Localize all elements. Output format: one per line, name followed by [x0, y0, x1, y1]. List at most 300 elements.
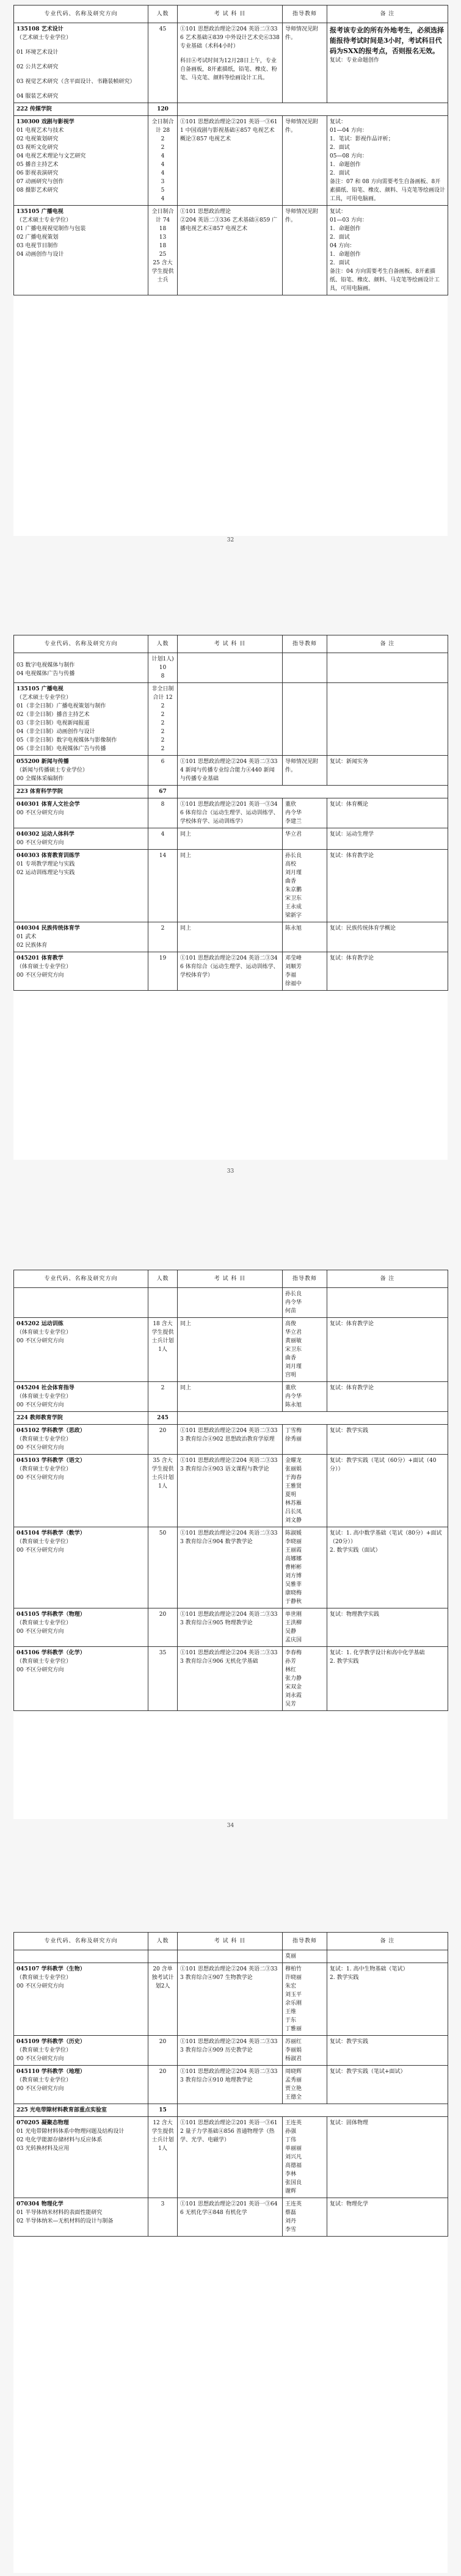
note-cell	[327, 653, 448, 683]
tutor-name: 冉令华	[285, 1300, 302, 1306]
major-line: 04 电视媒体广告与传播	[16, 671, 75, 677]
note-cell	[327, 1425, 448, 1455]
header-exam-subjects: 考 试 科 目	[178, 1270, 283, 1288]
tutor-name: 李福	[285, 972, 297, 979]
major-line: 03（非全日制）电视新闻报道	[16, 720, 90, 726]
major-line	[16, 42, 145, 48]
exam-line: ①101 思想政治理论	[180, 209, 231, 215]
count-cell	[148, 1647, 178, 1711]
count-cell	[148, 1425, 178, 1455]
header-tutor: 指导教师	[283, 635, 327, 653]
note-line	[330, 655, 445, 661]
table-row	[14, 1288, 448, 1318]
note-cell	[327, 2066, 448, 2104]
major-cell	[14, 1318, 148, 1382]
note-cell	[327, 756, 448, 786]
header-count: 人数	[148, 5, 178, 23]
department-row	[14, 2104, 448, 2117]
major-line: 02 运动训练理论与实践	[16, 870, 75, 876]
tutor-name	[285, 655, 324, 661]
department-row	[14, 103, 448, 116]
note-cell	[327, 1963, 448, 2036]
exam-cell	[178, 2198, 283, 2237]
exam-line: 同上	[180, 1385, 192, 1391]
tutor-name: 于东	[285, 2017, 297, 2024]
major-line: （体育硕士专业学位）	[16, 964, 72, 970]
major-line: 03 电视节目制作	[16, 243, 59, 249]
table-row	[14, 1382, 448, 1412]
exam-line: ①101 思想政治理论②201 英语一③346 体育综合（运动生理学、运动训练学、学校体育学、运动训练学）	[180, 801, 279, 825]
header-tutor: 指导教师	[283, 5, 327, 23]
tutor-name: 华立君	[285, 831, 302, 838]
count-line	[151, 1952, 175, 1958]
note-line: 复试：体育教学论	[330, 955, 374, 961]
note-line: 复试：教学实践（笔试（60分）+面试（40分））	[330, 1458, 437, 1472]
tutor-name: 苏丽红	[285, 2039, 302, 2045]
tutor-name: 高娜娜	[285, 1556, 302, 1562]
exam-cell	[178, 1950, 283, 1963]
major-line: 130300 戏剧与影视学	[16, 119, 74, 125]
note-line	[330, 685, 445, 691]
tutor-cell	[283, 1455, 327, 1527]
count-cell	[148, 2066, 178, 2104]
count-cell	[148, 206, 178, 295]
major-cell	[14, 1608, 148, 1647]
note-line: 复试：教学实践	[330, 2039, 369, 2045]
major-cell	[14, 828, 148, 850]
tutor-name: 邓莹峰	[285, 955, 302, 961]
count-line: 19	[159, 955, 167, 961]
count-cell	[148, 828, 178, 850]
major-line: 07 动画研究与创作	[16, 179, 64, 185]
exam-cell	[178, 952, 283, 991]
note-line: 报考该专业的所有外地考生，必须选择能报待考试时间是3小时，考试科目代码为SXX的报考点，否则报名无效。	[330, 26, 444, 55]
table-row	[14, 116, 448, 206]
tutor-name: 李晓丽	[285, 1539, 302, 1545]
major-line: （艺术硕士专业学位）	[16, 695, 72, 701]
major-line	[16, 1952, 145, 1958]
major-cell	[14, 2198, 148, 2237]
tutor-name	[285, 685, 324, 691]
note-cell	[327, 1527, 448, 1608]
note-line: 复试：	[330, 119, 347, 125]
note-line: 05—08 方向：	[330, 153, 368, 159]
exam-line: 同上	[180, 925, 192, 932]
count-line: 2	[161, 1385, 165, 1391]
major-line: （教育硕士专业学位）	[16, 2047, 72, 2053]
tutor-name: 金耀龙	[285, 1458, 302, 1464]
table-row	[14, 2198, 448, 2237]
note-cell	[327, 798, 448, 828]
tutor-name: 莫丽	[285, 1953, 297, 1959]
department-total	[148, 786, 178, 798]
exam-line: 同上	[180, 1321, 192, 1327]
tutor-name: 于静秋	[285, 1599, 302, 1605]
table-row	[14, 756, 448, 786]
exam-line: ①101 思想政治理论②204 英语二③333 教育综合④906 无机化学基础	[180, 1650, 278, 1665]
major-line: 01 环境艺术设计	[16, 49, 59, 56]
note-line: 复试：固体物理	[330, 2120, 369, 2126]
count-cell	[148, 756, 178, 786]
note-line: 复试：1. 高中数学基础（笔试（80分）+面试（20分））	[330, 1530, 442, 1545]
tutor-name: 李丽娟	[285, 2047, 302, 2053]
tutor-name: 宋双金	[285, 1684, 302, 1690]
tutor-name: 穆柏竹	[285, 1966, 302, 1972]
tutor-cell	[283, 683, 327, 756]
major-line: 070304 物理化学	[16, 2201, 64, 2207]
header-notes: 备 注	[327, 635, 448, 653]
tutor-name: 导师情况见附件。	[285, 209, 319, 223]
header-count: 人数	[148, 1270, 178, 1288]
tutor-name: 导师情况见附件。	[285, 119, 319, 134]
major-line: 01 武术	[16, 934, 37, 940]
table-header-row	[14, 635, 448, 653]
major-line: 045104 学科教学（数学）	[16, 1530, 85, 1536]
major-line: 040302 运动人体科学	[16, 831, 74, 838]
tutor-name: 吴雅菲	[285, 1582, 302, 1588]
major-line: 040303 体育教育训练学	[16, 853, 80, 859]
department-total-text: 67	[159, 789, 167, 795]
note-line: 复试：体育教学论	[330, 853, 374, 859]
table-row	[14, 1455, 448, 1527]
count-line: 8	[161, 673, 165, 679]
note-cell	[327, 828, 448, 850]
major-line: 00 不区分研究方向	[16, 1547, 64, 1554]
tutor-cell	[283, 2066, 327, 2104]
count-line: 3	[161, 2201, 165, 2207]
tutor-name: 高德福	[285, 2163, 302, 2169]
tutor-name: 丁伟	[285, 2137, 297, 2143]
tutor-name: 王连英	[285, 2120, 302, 2126]
major-line: 00 不区分研究方向	[16, 840, 64, 846]
count-line: 非全日制合计 12	[151, 686, 174, 701]
note-cell	[327, 116, 448, 206]
count-line: 20	[159, 1612, 167, 1618]
tutor-name: 导师情况见附件。	[285, 26, 319, 41]
count-line	[151, 1290, 175, 1296]
tutor-name: 刘方博	[285, 1573, 302, 1579]
table-row	[14, 2117, 448, 2198]
count-cell	[148, 1608, 178, 1647]
tutor-name: 董欣	[285, 801, 297, 808]
count-line: 2	[161, 925, 165, 932]
exam-line: ①101 思想政治理论②204 英语二③333 教育综合④909 历史教学论	[180, 2039, 278, 2053]
tutor-name: 董欣	[285, 1385, 297, 1391]
exam-line: ①101 思想政治理论②204 英语二③333 教育综合④904 数学教学论	[180, 1530, 278, 1545]
count-cell	[148, 850, 178, 922]
header-exam-subjects: 考 试 科 目	[178, 1933, 283, 1950]
count-cell	[148, 1318, 178, 1382]
major-line: （教育硕士专业学位）	[16, 1466, 72, 1472]
exam-cell	[178, 683, 283, 756]
major-line: 06 影视表演研究	[16, 170, 59, 176]
note-cell	[327, 2036, 448, 2066]
note-line: 复试：体育教学论	[330, 1385, 374, 1391]
tutor-name: 李雪	[285, 2227, 297, 2233]
count-line: 4	[161, 831, 165, 838]
count-cell	[148, 1382, 178, 1412]
tutor-cell	[283, 116, 327, 206]
major-line: 03 光转换材料及应用	[16, 2146, 70, 2152]
tutor-name: 刘丹	[285, 2218, 297, 2224]
table-row	[14, 683, 448, 756]
exam-line	[180, 51, 280, 57]
header-exam-subjects: 考 试 科 目	[178, 5, 283, 23]
major-line: 00 不区分研究方向	[16, 1445, 64, 1451]
department-name	[14, 2104, 148, 2117]
exam-line: ①101 思想政治理论②204 英语二③333 教育综合④902 思想政治教育学原理	[180, 1428, 278, 1442]
major-line: 045110 学科教学（地理）	[16, 2069, 85, 2075]
major-line: 03 视觉艺术研究（含平面设计、书籍装帧研究）	[16, 79, 136, 85]
note-cell	[327, 2117, 448, 2198]
count-line: 13	[159, 234, 167, 241]
major-line: （教育硕士专业学位）	[16, 1659, 72, 1665]
major-line: 00 不区分研究方向	[16, 1667, 64, 1673]
tutor-cell	[283, 922, 327, 952]
admissions-table	[13, 1270, 448, 1711]
major-line: 02 广播电视策划	[16, 234, 59, 241]
note-line: 复试：1. 化学教学设计和高中化学基础	[330, 1650, 425, 1656]
count-line: 计划1人)	[151, 656, 174, 662]
header-major: 专业代码、名称及研究方向	[14, 1933, 148, 1950]
count-line: 2	[161, 737, 165, 743]
tutor-cell	[283, 2117, 327, 2198]
major-cell	[14, 653, 148, 683]
exam-line: ①101 思想政治理论②204 英语二③334 新闻与传播专业综合能力④440 新闻与传播专业基础	[180, 759, 278, 782]
count-line: 50	[159, 1530, 167, 1536]
tutor-name: 李建兰	[285, 819, 302, 825]
tutor-name: 王连英	[285, 2201, 302, 2207]
major-line: 045107 学科教学（生物）	[16, 1966, 85, 1972]
header-notes: 备 注	[327, 1933, 448, 1950]
exam-cell	[178, 1608, 283, 1647]
major-cell	[14, 116, 148, 206]
major-line: （艺术硕士专业学位）	[16, 35, 72, 41]
tutor-name: 陈永旭	[285, 925, 302, 932]
department-name	[14, 103, 148, 116]
count-line: 4	[161, 153, 165, 159]
note-line: 2．面试	[330, 170, 350, 176]
exam-line	[180, 685, 280, 691]
major-cell	[14, 1963, 148, 2036]
tutor-name: 刘玉平	[285, 1992, 302, 1998]
table-row	[14, 1963, 448, 2036]
major-cell	[14, 1950, 148, 1963]
major-line: 045204 社会体育指导	[16, 1385, 74, 1391]
tutor-name: 丁雅丽	[285, 2026, 302, 2032]
note-cell	[327, 952, 448, 991]
tutor-cell	[283, 952, 327, 991]
major-line: 040304 民族传统体育学	[16, 925, 80, 932]
exam-cell	[178, 850, 283, 922]
department-total-text: 15	[159, 2107, 167, 2113]
tutor-name: 王永成	[285, 904, 302, 910]
count-line: 25 含大学生提供士兵	[151, 260, 174, 283]
tutor-name: 王洪柳	[285, 1620, 302, 1626]
tutor-name: 徐秀丽	[285, 1436, 302, 1442]
header-major: 专业代码、名称及研究方向	[14, 1270, 148, 1288]
major-cell	[14, 1455, 148, 1527]
count-cell	[148, 1288, 178, 1318]
count-line: 全日制合计 74	[151, 209, 174, 223]
count-line: 2	[161, 712, 165, 718]
note-line: 复试：专业命题创作	[330, 57, 380, 63]
major-line: 00 不区分研究方向	[16, 2086, 64, 2092]
exam-cell	[178, 1455, 283, 1527]
table-row	[14, 2036, 448, 2066]
tutor-name: 林红	[285, 1667, 297, 1673]
tutor-name: 陈永旭	[285, 1402, 302, 1408]
note-cell	[327, 1382, 448, 1412]
table-row	[14, 1527, 448, 1608]
major-line: 045105 学科教学（物理）	[16, 1612, 85, 1618]
exam-line: 科目④考试时间为12月28日上午，专业自备画板，8开素描纸，铅笔、橡皮、粉笔、马克笔、颜料等绘画设计工具。	[180, 58, 277, 81]
department-total	[148, 2104, 178, 2117]
note-line: 复试：1. 高中生物基础（笔试）	[330, 1966, 408, 1972]
tutor-name: 许晓丽	[285, 1975, 302, 1981]
major-cell	[14, 1527, 148, 1608]
tutor-name: 于海春	[285, 1475, 302, 1481]
major-line: 00 不区分研究方向	[16, 972, 64, 979]
tutor-name: 孙强	[285, 2129, 297, 2135]
exam-line: ①101 思想政治理论②201 英语一③646 无机化学④848 有机化学	[180, 2201, 278, 2216]
tutor-name: 孙长良	[285, 1291, 302, 1297]
count-cell	[148, 1950, 178, 1963]
exam-cell	[178, 1527, 283, 1608]
count-cell	[148, 116, 178, 206]
exam-cell	[178, 1963, 283, 2036]
major-cell	[14, 1288, 148, 1318]
table-header-row	[14, 5, 448, 23]
tutor-name: 宋卫东	[285, 895, 302, 902]
major-line: 00 不区分研究方向	[16, 810, 64, 816]
count-line: 2	[161, 703, 165, 709]
tutor-name: 陈淑媛	[285, 1530, 302, 1536]
count-cell	[148, 683, 178, 756]
exam-cell	[178, 1288, 283, 1318]
department-row	[14, 786, 448, 798]
count-line: 20	[159, 2039, 167, 2045]
document-page	[13, 635, 448, 1160]
major-line: （体育硕士专业学位）	[16, 1330, 72, 1336]
exam-cell	[178, 798, 283, 828]
count-line: 8	[161, 801, 165, 808]
major-line: 05（非全日制）数字电视媒体与影像制作	[16, 737, 117, 743]
tutor-cell	[283, 1608, 327, 1647]
major-line: （教育硕士专业学位）	[16, 1975, 72, 1981]
note-line: 1．命题创作	[330, 226, 361, 232]
tutor-name: 谢辉	[285, 2188, 297, 2194]
admissions-table	[13, 1932, 448, 2237]
note-cell	[327, 683, 448, 756]
table-header-row	[14, 1933, 448, 1950]
tutor-name: 刘月瑾	[285, 1364, 302, 1370]
department-name-text: 225 光电带隙材料教育部重点实验室	[16, 2107, 107, 2113]
count-line: 2	[161, 746, 165, 752]
table-header-row	[14, 1270, 448, 1288]
major-line: 045202 运动训练	[16, 1321, 64, 1327]
tutor-name: 孙芳	[285, 1659, 297, 1665]
count-line: 2	[161, 729, 165, 735]
exam-line: ①101 思想政治理论②204 英语二③333 教育综合④910 地理教学论	[180, 2069, 278, 2083]
table-row	[14, 23, 448, 103]
exam-line: ①101 思想政治理论②204 英语二③336 艺术基础④839 中外设计艺术史⑥338 专业基础（术科4小时）	[180, 26, 280, 49]
major-line: 045103 学科教学（语文）	[16, 1458, 85, 1464]
tutor-name: 导师情况见附件。	[285, 759, 319, 773]
exam-line: ①101 思想政治理论②204 英语二③346 体育综合（运动生理学、运动训练学、学校体育学）	[180, 955, 279, 979]
count-line: 3	[161, 179, 165, 185]
tutor-name: 吕长凤	[285, 1509, 302, 1515]
count-cell	[148, 2198, 178, 2237]
department-name-text: 223 体育科学学院	[16, 789, 63, 795]
note-cell	[327, 1950, 448, 1963]
count-cell	[148, 23, 178, 103]
major-cell	[14, 1382, 148, 1412]
note-line: 01—03 方向：	[330, 217, 368, 223]
count-cell	[148, 952, 178, 991]
header-major: 专业代码、名称及研究方向	[14, 635, 148, 653]
tutor-cell	[283, 2036, 327, 2066]
exam-line: ①101 思想政治理论②201 英语一③611 中国戏剧与影视基础④857 电视艺术概论③857 电视艺术	[180, 119, 278, 142]
document-page	[13, 1932, 448, 2573]
note-line: 复试：	[330, 209, 347, 215]
document-page	[13, 5, 448, 536]
note-line: 2．面试	[330, 260, 350, 266]
tutor-cell	[283, 1950, 327, 1963]
major-line: 045109 学科教学（历史）	[16, 2039, 85, 2045]
major-cell	[14, 206, 148, 295]
tutor-name: 吴静	[285, 1629, 297, 1635]
tutor-name: 单丽丽	[285, 2146, 302, 2152]
tutor-cell	[283, 1288, 327, 1318]
note-cell	[327, 206, 448, 295]
major-line: 02 公共艺术研究	[16, 64, 59, 70]
major-line: 00 全媒体采编制作	[16, 776, 64, 782]
department-total	[148, 103, 178, 116]
major-line	[16, 1290, 145, 1296]
count-line: 14	[159, 853, 167, 859]
tutor-name: 杨淑君	[285, 2056, 302, 2062]
tutor-cell	[283, 1963, 327, 2036]
tutor-name: 周晓辉	[285, 2069, 302, 2075]
department-name	[14, 1412, 148, 1425]
exam-line	[180, 655, 280, 661]
tutor-name: 黄丽敏	[285, 1338, 302, 1344]
note-line: 1．笔试：影视作品评析；	[330, 136, 394, 142]
table-row	[14, 206, 448, 295]
department-total-text: 120	[157, 106, 169, 112]
exam-line: 同上	[180, 831, 192, 838]
tutor-name: 林苏雁	[285, 1500, 302, 1507]
tutor-cell	[283, 2198, 327, 2237]
tutor-cell	[283, 1647, 327, 1711]
count-line: 18 含大学生提供士兵计划1人	[151, 1321, 174, 1353]
major-line: 01 专项教学理论与实践	[16, 861, 75, 867]
note-line: 2. 教学实践	[330, 1659, 359, 1665]
page-number: 33	[227, 1168, 234, 1174]
tutor-name: 夏明	[285, 1492, 297, 1498]
major-line: （教育硕士专业学位）	[16, 1539, 72, 1545]
admissions-table	[13, 5, 448, 295]
tutor-name: 冉令华	[285, 1394, 302, 1400]
tutor-cell	[283, 1527, 327, 1608]
exam-cell	[178, 756, 283, 786]
tutor-name: 李林	[285, 2171, 297, 2177]
tutor-name: 张丽娟	[285, 1466, 302, 1472]
note-cell	[327, 1608, 448, 1647]
tutor-cell	[283, 1318, 327, 1382]
major-cell	[14, 952, 148, 991]
